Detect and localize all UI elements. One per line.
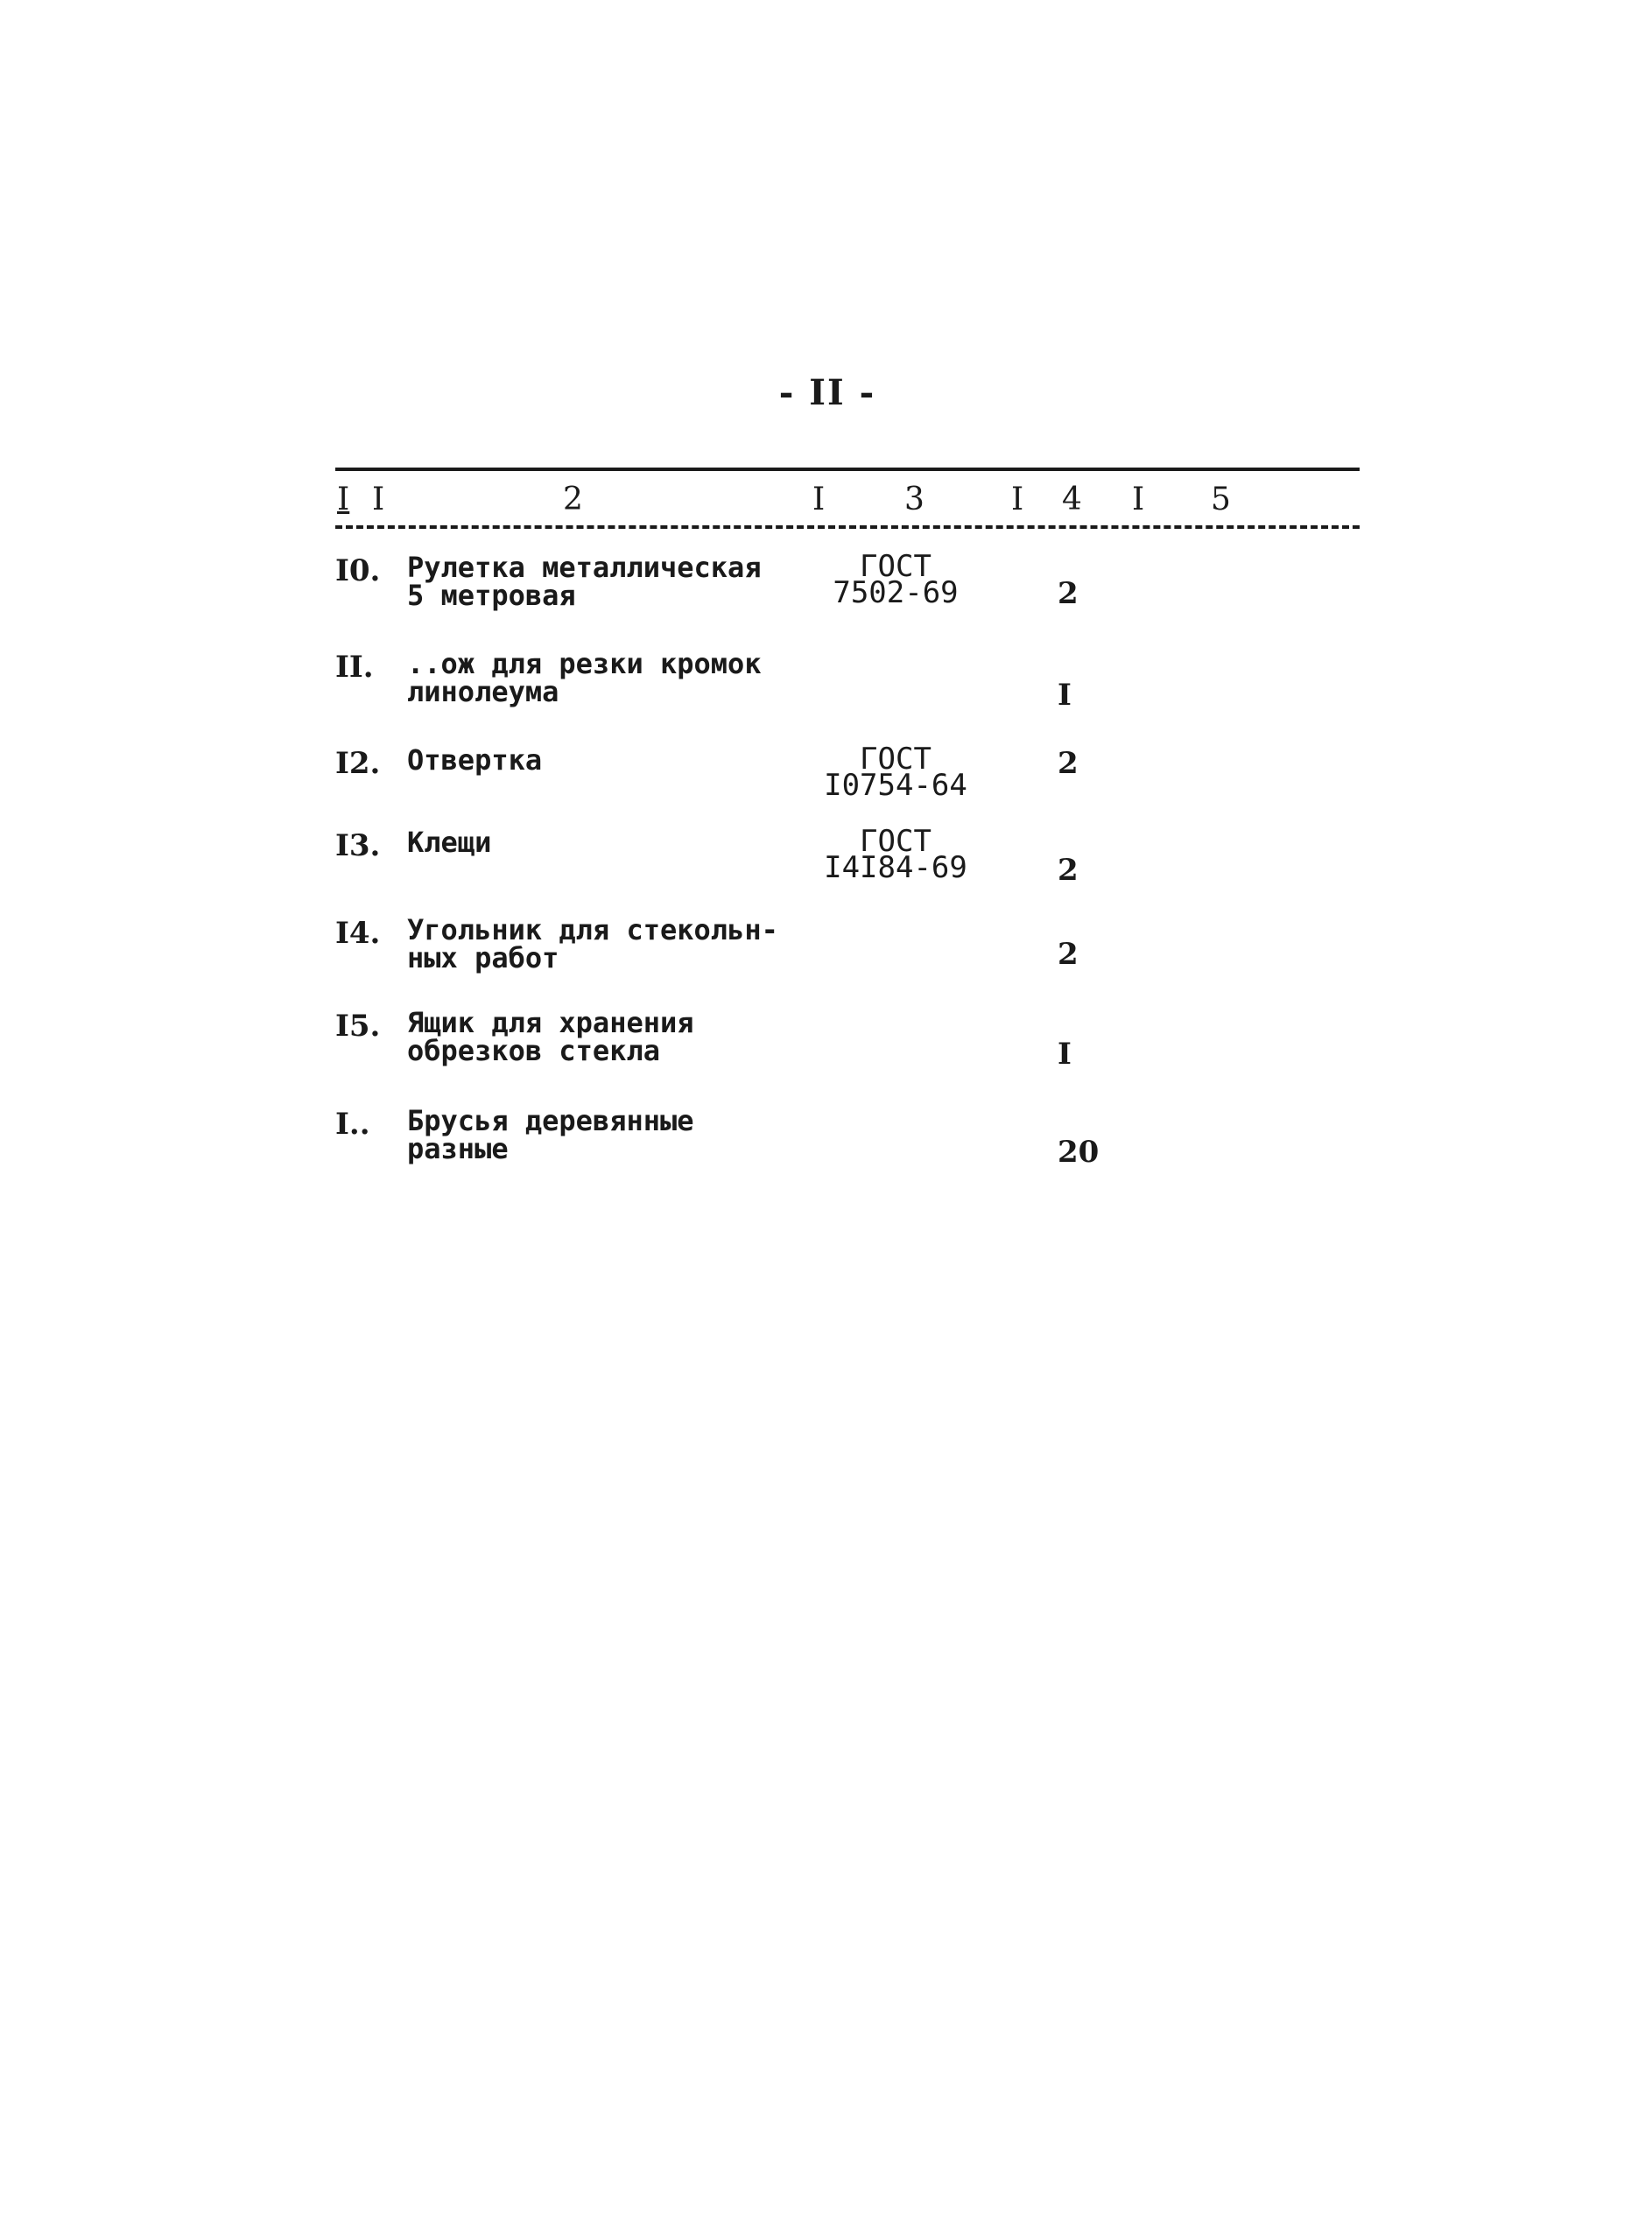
row-number: I3. [335,828,381,863]
item-quantity: 2 [1058,746,1079,781]
item-quantity: I [1058,678,1072,713]
row-number: II. [335,650,374,685]
item-quantity: 20 [1058,1135,1100,1170]
table-row [335,824,1360,890]
item-name-line: ных работ [407,941,559,974]
row-number: I5. [335,1009,381,1044]
row-number: I0. [335,553,381,588]
item-name-line: 5 метровая [407,579,576,612]
item-name [407,913,778,974]
table-top-rule [335,468,1360,471]
standard-line: I0754-64 [824,768,967,803]
table-row [335,742,1360,807]
item-quantity: 2 [1058,576,1079,611]
header-col-4: 4 [1062,482,1082,517]
header-col-2: 2 [563,482,583,517]
item-name-line: ..ож для резки кромок [407,647,762,680]
row-number: I2. [335,746,381,781]
item-standard [821,742,970,803]
item-name [407,743,543,777]
header-separator: I [372,482,385,517]
item-standard [821,549,970,610]
standard-line: ГОСТ [860,549,931,584]
item-name-line: обрезков стекла [407,1034,660,1067]
standard-line: ГОСТ [860,742,931,777]
item-quantity: I [1058,1037,1072,1072]
table-row [335,1006,1360,1072]
standard-line: ГОСТ [860,824,931,859]
item-name [407,826,492,859]
table-row [335,647,1360,713]
item-name [407,647,762,708]
item-name [407,551,762,612]
standard-line: I4I84-69 [824,850,967,885]
item-name [407,1104,694,1165]
header-separator: I [1132,482,1145,517]
item-name [407,1006,694,1067]
item-name-line: Угольник для стекольн- [407,913,778,946]
header-col-5: 5 [1211,482,1231,517]
standard-line: 7502-69 [833,575,959,610]
item-name-line: линолеума [407,675,559,708]
table-header-row [335,480,1360,529]
header-col-1: I [337,482,350,517]
item-name-line: разные [407,1132,509,1165]
table-row [335,1104,1360,1170]
item-name-line: Клещи [407,826,492,859]
header-col-3: 3 [904,482,924,517]
table-row [335,913,1360,977]
item-name-line: Брусья деревянные [407,1104,694,1137]
item-name-line: Отвертка [407,743,543,777]
header-separator: I [1011,482,1024,517]
table-row [335,549,1360,615]
row-number: I4. [335,916,381,951]
item-quantity: 2 [1058,853,1079,888]
item-quantity: 2 [1058,937,1079,972]
item-name-line: Ящик для хранения [407,1006,694,1039]
item-name-line: Рулетка металлическая [407,551,762,584]
item-standard [821,824,970,885]
header-separator: I [812,482,826,517]
row-number: I.. [335,1107,370,1142]
page-number: - II - [778,372,876,413]
